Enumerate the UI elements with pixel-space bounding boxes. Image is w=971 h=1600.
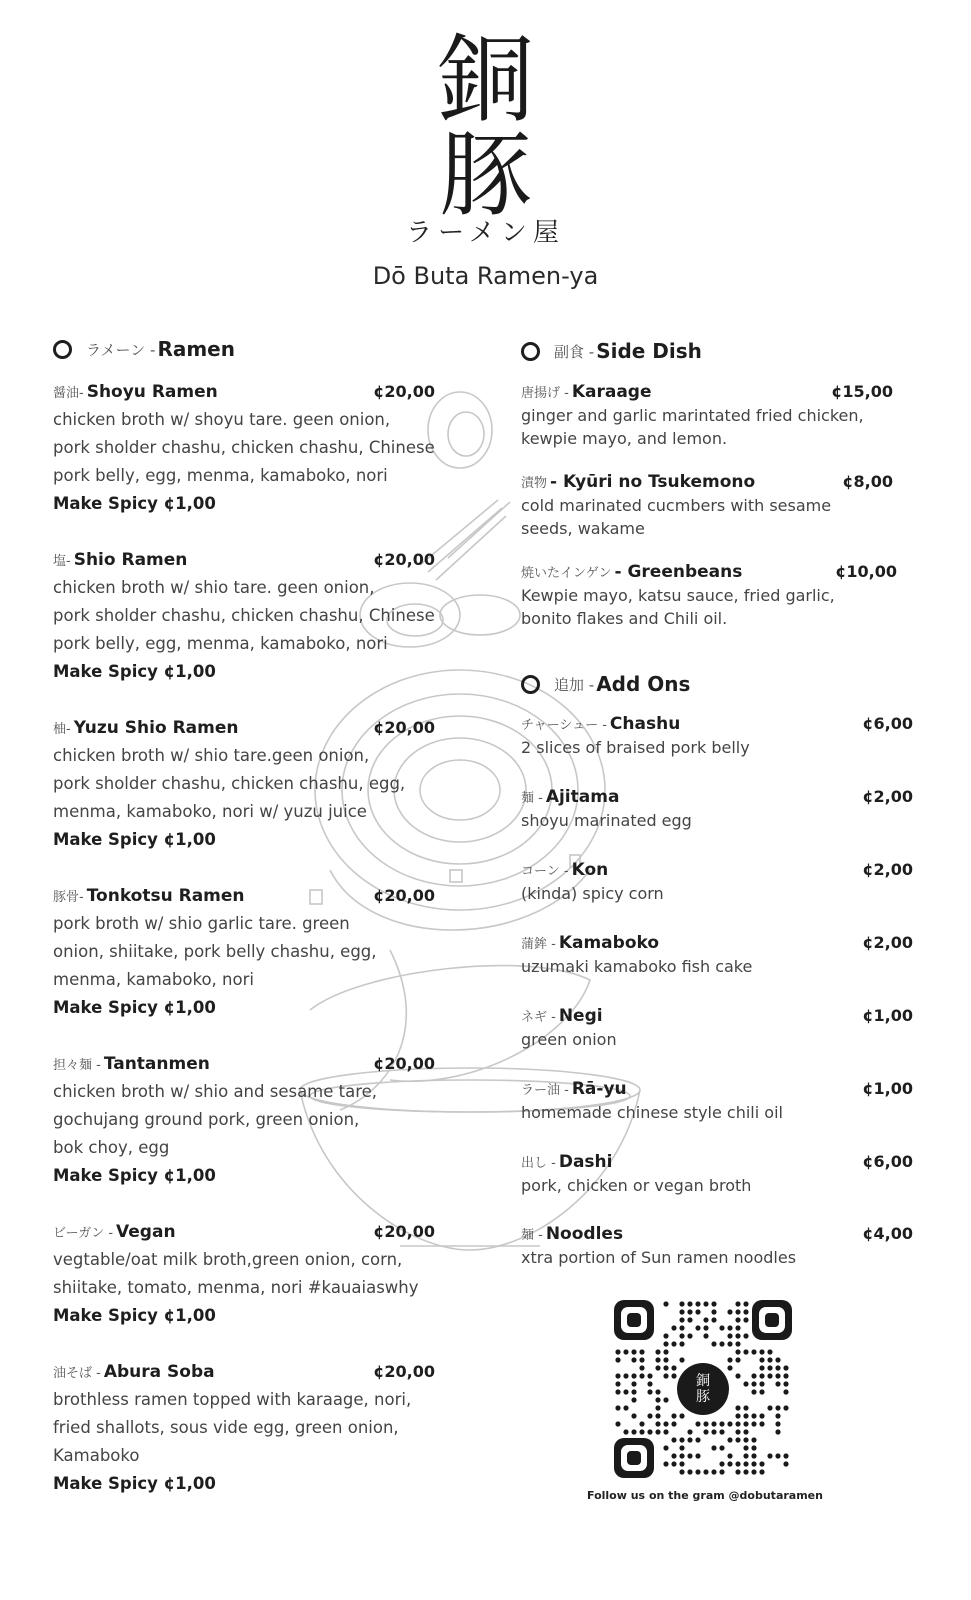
- make-spicy: Make Spicy ¢1,00: [53, 998, 216, 1017]
- qr-logo-kanji-bottom: 豚: [696, 1389, 710, 1405]
- item-desc-line: cold marinated cucmbers with sesame: [521, 496, 832, 515]
- circle-icon: [521, 675, 540, 694]
- item-name: Abura Soba: [103, 1362, 215, 1382]
- item-desc-line: vegtable/oat milk broth,green onion, corn,: [53, 1250, 403, 1269]
- logo-kanji-bottom: 豚: [439, 122, 532, 229]
- make-spicy: Make Spicy ¢1,00: [53, 662, 216, 681]
- menu-item-vegan: [53, 1218, 435, 1330]
- addon-chashu: [521, 712, 913, 759]
- instagram-caption: Follow us on the gram @dobutaramen: [587, 1489, 823, 1502]
- item-price: ¢8,00: [842, 472, 893, 491]
- addon-kon: [521, 858, 913, 905]
- circle-icon: [53, 340, 72, 359]
- item-price: ¢20,00: [373, 1362, 435, 1381]
- item-desc-line: shoyu marinated egg: [521, 811, 692, 830]
- addon-negi: [521, 1004, 913, 1051]
- item-jp: 焼いたインゲン: [521, 566, 612, 581]
- item-desc-line: chicken broth w/ shio tare. geen onion,: [53, 578, 375, 597]
- item-jp: 麺 -: [521, 1228, 543, 1243]
- addon-dashi: [521, 1150, 913, 1197]
- item-desc-line: chicken broth w/ shio and sesame tare,: [53, 1082, 378, 1101]
- item-desc-line: Kamaboko: [53, 1446, 140, 1465]
- section-header-add-ons: [521, 672, 690, 696]
- item-price: ¢20,00: [373, 886, 435, 905]
- item-desc-line: pork belly, egg, menma, kamaboko, nori: [53, 634, 388, 653]
- item-price: ¢20,00: [373, 382, 435, 401]
- item-jp: 唐揚げ -: [521, 386, 569, 401]
- item-name: - Kyūri no Tsukemono: [550, 472, 756, 492]
- item-desc-line: xtra portion of Sun ramen noodles: [521, 1248, 797, 1267]
- item-desc-line: pork sholder chashu, chicken chashu, Chinese: [53, 438, 435, 457]
- item-desc-line: pork sholder chashu, chicken chashu, egg,: [53, 774, 406, 793]
- item-name: Dashi: [558, 1152, 613, 1172]
- menu-item-greenbeans: [521, 560, 897, 630]
- section-jp: 追加 -: [554, 675, 595, 694]
- item-name: - Greenbeans: [614, 562, 743, 582]
- item-name: Rā-yu: [571, 1079, 627, 1099]
- item-name: Tantanmen: [103, 1054, 210, 1074]
- item-price: ¢2,00: [862, 787, 913, 806]
- addon-ajitama: [521, 785, 913, 832]
- addon-kamaboko: [521, 931, 913, 978]
- item-desc-line: menma, kamaboko, nori w/ yuzu juice: [53, 802, 367, 821]
- item-desc-line: bok choy, egg: [53, 1138, 170, 1157]
- make-spicy: Make Spicy ¢1,00: [53, 494, 216, 513]
- item-desc-line: brothless ramen topped with karaage, nori,: [53, 1390, 412, 1409]
- item-name: Kon: [571, 860, 609, 880]
- section-title: Ramen: [157, 337, 235, 361]
- item-name: Ajitama: [545, 787, 620, 807]
- item-jp: コーン -: [521, 864, 569, 879]
- item-desc-line: chicken broth w/ shio tare.geen onion,: [53, 746, 370, 765]
- item-name: Chashu: [609, 714, 681, 734]
- item-price: ¢2,00: [862, 933, 913, 952]
- item-name: Negi: [558, 1006, 603, 1026]
- item-price: ¢6,00: [862, 714, 913, 733]
- item-desc-line: pork sholder chashu, chicken chashu, Chinese: [53, 606, 435, 625]
- make-spicy: Make Spicy ¢1,00: [53, 1474, 216, 1493]
- item-price: ¢20,00: [373, 550, 435, 569]
- item-jp: 柚-: [53, 722, 71, 737]
- item-name: Yuzu Shio Ramen: [73, 718, 239, 738]
- item-price: ¢4,00: [862, 1224, 913, 1243]
- restaurant-name: Dō Buta Ramen-ya: [372, 262, 599, 290]
- section-jp: 副食 -: [554, 342, 595, 361]
- logo-kanji-top: 銅: [437, 24, 534, 136]
- item-jp: 麺 -: [521, 791, 543, 806]
- item-price: ¢1,00: [862, 1079, 913, 1098]
- make-spicy: Make Spicy ¢1,00: [53, 1306, 216, 1325]
- menu-item-karaage: [521, 380, 893, 450]
- item-jp: 油そば -: [53, 1366, 101, 1381]
- item-jp: 塩-: [53, 554, 71, 569]
- section-header-side-dish: [521, 339, 702, 363]
- item-desc-line: bonito flakes and Chili oil.: [521, 609, 728, 628]
- item-desc-line: kewpie mayo, and lemon.: [521, 429, 728, 448]
- menu-item-tonkotsu-ramen: [53, 882, 435, 1022]
- menu-item-shio-ramen: [53, 546, 435, 686]
- item-desc-line: pork broth w/ shio garlic tare. green: [53, 914, 350, 933]
- menu-item-shoyu-ramen: [53, 378, 435, 518]
- circle-icon: [521, 342, 540, 361]
- item-desc-line: homemade chinese style chili oil: [521, 1103, 783, 1122]
- menu-item-yuzu-shio-ramen: [53, 714, 435, 854]
- addon-rayu: [521, 1077, 913, 1124]
- item-desc-line: green onion: [521, 1030, 617, 1049]
- item-jp: 担々麺 -: [53, 1058, 101, 1073]
- item-jp: 漬物: [521, 476, 548, 491]
- addon-noodles: [521, 1222, 913, 1269]
- make-spicy: Make Spicy ¢1,00: [53, 830, 216, 849]
- item-desc-line: Kewpie mayo, katsu sauce, fried garlic,: [521, 586, 835, 605]
- item-desc-line: uzumaki kamaboko fish cake: [521, 957, 753, 976]
- make-spicy: Make Spicy ¢1,00: [53, 1166, 216, 1185]
- item-desc-line: pork belly, egg, menma, kamaboko, nori: [53, 466, 388, 485]
- item-name: Vegan: [116, 1222, 176, 1242]
- item-desc-line: shiitake, tomato, menma, nori #kauaiaswhy: [53, 1278, 419, 1297]
- item-desc-line: chicken broth w/ shoyu tare. geen onion,: [53, 410, 391, 429]
- qr-logo-kanji-top: 銅: [696, 1373, 710, 1389]
- item-name: Tonkotsu Ramen: [86, 886, 245, 906]
- item-desc-line: onion, shiitake, pork belly chashu, egg,: [53, 942, 377, 961]
- item-desc-line: 2 slices of braised pork belly: [521, 738, 750, 757]
- item-jp: 出し -: [521, 1156, 556, 1171]
- item-price: ¢20,00: [373, 718, 435, 737]
- logo-kana: ラーメン屋: [406, 218, 565, 248]
- item-jp: 蒲鉾 -: [521, 937, 556, 952]
- item-price: ¢15,00: [831, 382, 893, 401]
- item-jp: チャーシュー -: [521, 718, 607, 733]
- item-desc-line: seeds, wakame: [521, 519, 645, 538]
- item-name: Shoyu Ramen: [86, 382, 218, 402]
- item-name: Karaage: [571, 382, 652, 402]
- item-jp: ネギ -: [521, 1010, 556, 1025]
- item-name: Noodles: [545, 1224, 624, 1244]
- item-desc-line: ginger and garlic marintated fried chicken,: [521, 406, 864, 425]
- menu-item-tsukemono: [521, 470, 893, 540]
- item-desc-line: menma, kamaboko, nori: [53, 970, 254, 989]
- item-name: Kamaboko: [558, 933, 660, 953]
- item-name: Shio Ramen: [73, 550, 188, 570]
- item-price: ¢2,00: [862, 860, 913, 879]
- qr-code[interactable]: [614, 1300, 792, 1478]
- item-jp: 豚骨-: [53, 890, 84, 905]
- item-jp: ラー油 -: [521, 1083, 569, 1098]
- menu-item-tantanmen: [53, 1050, 435, 1190]
- item-jp: ビーガン -: [53, 1226, 114, 1241]
- menu-item-abura-soba: [53, 1358, 435, 1498]
- item-price: ¢20,00: [373, 1054, 435, 1073]
- item-desc-line: fried shallots, sous vide egg, green onion,: [53, 1418, 399, 1437]
- item-desc-line: pork, chicken or vegan broth: [521, 1176, 752, 1195]
- item-price: ¢10,00: [835, 562, 897, 581]
- item-desc-line: (kinda) spicy corn: [521, 884, 664, 903]
- item-jp: 醤油-: [53, 386, 84, 401]
- item-price: ¢20,00: [373, 1222, 435, 1241]
- section-title: Side Dish: [596, 339, 702, 363]
- section-header-ramen: [53, 337, 235, 361]
- section-jp: ラメーン -: [86, 340, 156, 359]
- item-desc-line: gochujang ground pork, green onion,: [53, 1110, 360, 1129]
- section-title: Add Ons: [596, 672, 691, 696]
- item-price: ¢6,00: [862, 1152, 913, 1171]
- item-price: ¢1,00: [862, 1006, 913, 1025]
